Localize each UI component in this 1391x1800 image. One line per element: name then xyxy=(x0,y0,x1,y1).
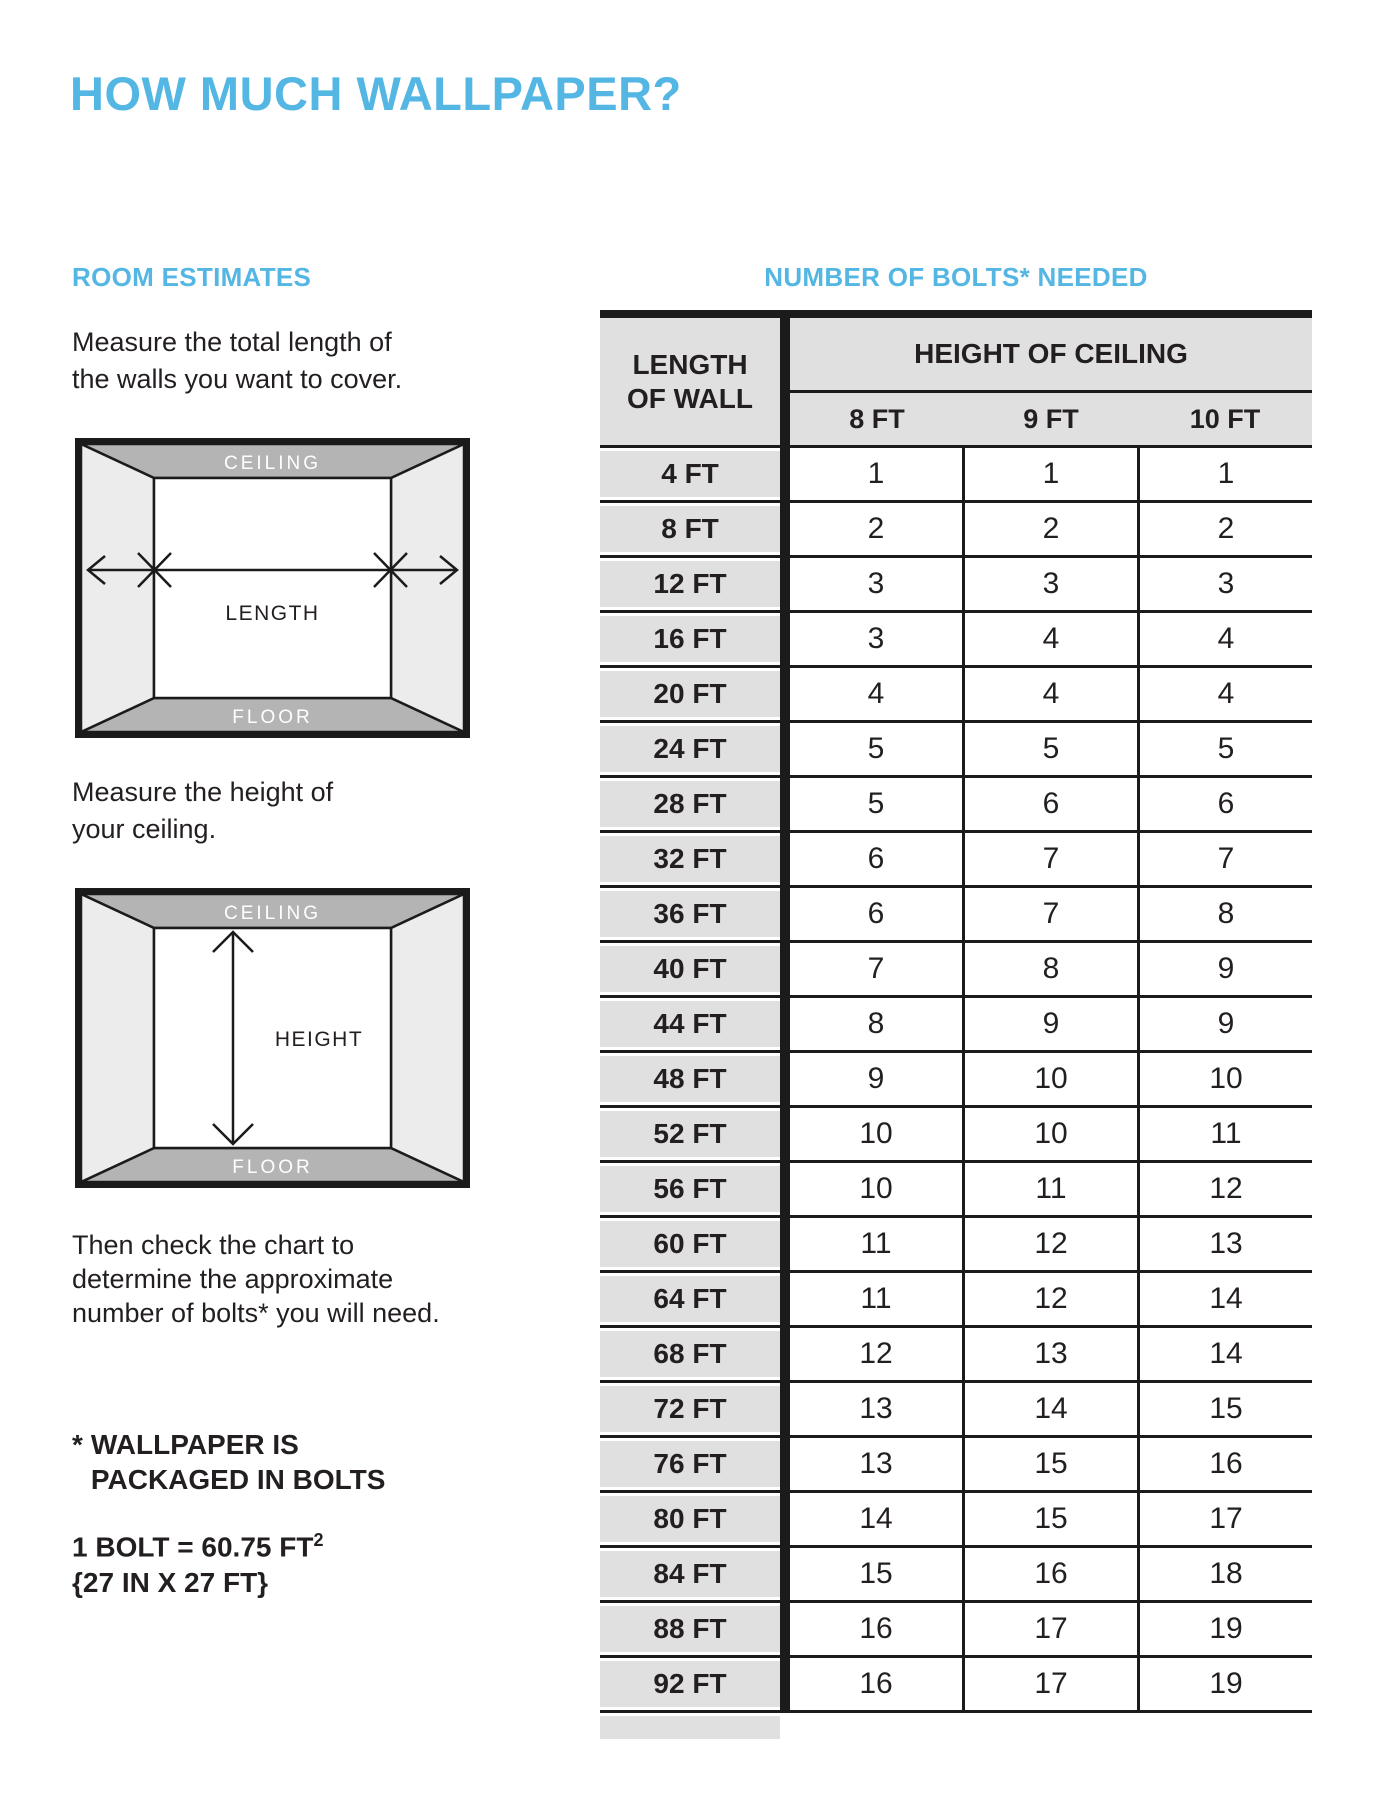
section-heading-room-estimates: ROOM ESTIMATES xyxy=(72,262,312,292)
row-label: 80 FT xyxy=(600,1493,790,1545)
table-row xyxy=(600,1218,1312,1273)
bolt-count-cell: 16 xyxy=(962,1548,1137,1600)
left-wall xyxy=(81,444,154,732)
bolt-count-cell: 13 xyxy=(962,1328,1137,1380)
right-wall xyxy=(391,894,464,1182)
row-label: 16 FT xyxy=(600,613,790,665)
bolt-count-cell: 4 xyxy=(1137,668,1312,720)
bolt-count-cell: 2 xyxy=(790,503,962,555)
col-header-8ft: 8 FT xyxy=(849,403,905,434)
table-row xyxy=(600,1438,1312,1493)
wallpaper-bolts-footnote xyxy=(72,1427,385,1497)
bolt-count-cell: 16 xyxy=(790,1658,962,1710)
right-wall xyxy=(391,444,464,732)
row-label: 68 FT xyxy=(600,1328,790,1380)
bolt-count-cell: 9 xyxy=(962,998,1137,1050)
instruction-line: Measure the height of xyxy=(72,777,334,807)
row-group-label-line: OF WALL xyxy=(627,382,753,414)
table-row xyxy=(600,1658,1312,1713)
bolt-count-cell: 15 xyxy=(790,1548,962,1600)
bolt-count-cell: 7 xyxy=(962,833,1137,885)
bolt-count-cell: 12 xyxy=(790,1328,962,1380)
bolt-count-cell: 8 xyxy=(962,943,1137,995)
bolt-count-cell: 10 xyxy=(790,1163,962,1215)
bolt-count-cell: 9 xyxy=(790,1053,962,1105)
bolt-count-cell: 6 xyxy=(962,778,1137,830)
table-row xyxy=(600,1383,1312,1438)
bolt-count-cell: 17 xyxy=(962,1658,1137,1710)
ceiling-header-group xyxy=(790,318,1312,445)
table-row xyxy=(600,888,1312,943)
instruction-line: Measure the total length of xyxy=(72,327,392,357)
table-top-border xyxy=(600,310,1312,318)
bolt-count-cell: 16 xyxy=(790,1603,962,1655)
bolt-count-cell: 4 xyxy=(962,613,1137,665)
bolt-count-cell: 3 xyxy=(962,558,1137,610)
bolt-count-cell: 7 xyxy=(790,943,962,995)
table-row xyxy=(600,1163,1312,1218)
table-body xyxy=(600,448,1312,1713)
instruction-line: number of bolts* you will need. xyxy=(72,1298,440,1328)
bolt-count-cell: 15 xyxy=(1137,1383,1312,1435)
height-of-ceiling-header: HEIGHT OF CEILING xyxy=(790,318,1312,393)
footnote-line: WALLPAPER IS xyxy=(90,1429,299,1460)
bolt-count-cell: 11 xyxy=(790,1273,962,1325)
bolt-count-cell: 9 xyxy=(1137,998,1312,1050)
row-label: 12 FT xyxy=(600,558,790,610)
table-row xyxy=(600,448,1312,503)
bolt-count-cell: 12 xyxy=(962,1218,1137,1270)
bolt-count-cell: 13 xyxy=(790,1383,962,1435)
row-label: 72 FT xyxy=(600,1383,790,1435)
asterisk: * xyxy=(72,1429,83,1460)
row-label: 84 FT xyxy=(600,1548,790,1600)
table-row xyxy=(600,943,1312,998)
row-label: 4 FT xyxy=(600,448,790,500)
table-row xyxy=(600,998,1312,1053)
row-label: 36 FT xyxy=(600,888,790,940)
bolt-count-cell: 7 xyxy=(1137,833,1312,885)
bolt-count-cell: 12 xyxy=(962,1273,1137,1325)
col-header-10ft: 10 FT xyxy=(1189,403,1261,434)
table-row xyxy=(600,833,1312,888)
row-label: 92 FT xyxy=(600,1658,790,1710)
instruction-check-chart xyxy=(72,1228,440,1330)
bolt-count-cell: 5 xyxy=(962,723,1137,775)
bolt-count-cell: 12 xyxy=(1137,1163,1312,1215)
bolts-table xyxy=(600,310,1312,1739)
instruction-measure-height xyxy=(72,774,333,848)
bolt-count-cell: 17 xyxy=(1137,1493,1312,1545)
table-corner-header xyxy=(600,318,790,445)
row-label: 56 FT xyxy=(600,1163,790,1215)
bolt-count-cell: 11 xyxy=(790,1218,962,1270)
bolt-equation xyxy=(72,1522,323,1565)
table-row xyxy=(600,1603,1312,1658)
bolt-count-cell: 4 xyxy=(962,668,1137,720)
floor-label: FLOOR xyxy=(232,707,313,728)
left-wall xyxy=(81,894,154,1182)
table-row xyxy=(600,1108,1312,1163)
bolt-count-cell: 17 xyxy=(962,1603,1137,1655)
table-row xyxy=(600,613,1312,668)
bolt-count-cell: 3 xyxy=(790,613,962,665)
table-row xyxy=(600,1328,1312,1383)
length-label: LENGTH xyxy=(225,602,320,625)
bolt-count-cell: 10 xyxy=(962,1053,1137,1105)
bolt-count-cell: 2 xyxy=(1137,503,1312,555)
col-header-9ft: 9 FT xyxy=(1023,403,1079,434)
bolt-count-cell: 5 xyxy=(790,723,962,775)
ceiling-label: CEILING xyxy=(223,903,322,924)
instruction-measure-length xyxy=(72,324,402,398)
bolt-count-cell: 15 xyxy=(962,1493,1137,1545)
bolt-count-cell: 8 xyxy=(1137,888,1312,940)
bolt-count-cell: 8 xyxy=(790,998,962,1050)
bolt-count-cell: 14 xyxy=(1137,1273,1312,1325)
bolt-count-cell: 1 xyxy=(962,448,1137,500)
back-wall xyxy=(154,478,391,698)
row-label: 60 FT xyxy=(600,1218,790,1270)
table-row xyxy=(600,1273,1312,1328)
bolt-count-cell: 16 xyxy=(1137,1438,1312,1490)
ceiling-subheaders xyxy=(790,393,1312,445)
bolt-count-cell: 11 xyxy=(962,1163,1137,1215)
bolt-count-cell: 19 xyxy=(1137,1603,1312,1655)
footnote-text xyxy=(91,1427,386,1497)
row-label: 44 FT xyxy=(600,998,790,1050)
row-label: 32 FT xyxy=(600,833,790,885)
row-label: 88 FT xyxy=(600,1603,790,1655)
row-group-label-line: LENGTH xyxy=(632,348,748,380)
room-length-diagram xyxy=(75,438,470,738)
bolt-count-cell: 15 xyxy=(962,1438,1137,1490)
page-title: HOW MUCH WALLPAPER? xyxy=(70,67,682,120)
row-label: 24 FT xyxy=(600,723,790,775)
bolt-count-cell: 2 xyxy=(962,503,1137,555)
table-bottom-strip xyxy=(600,1713,780,1739)
row-label: 48 FT xyxy=(600,1053,790,1105)
bolt-count-cell: 4 xyxy=(1137,613,1312,665)
bolt-count-cell: 6 xyxy=(790,888,962,940)
bolt-count-cell: 13 xyxy=(790,1438,962,1490)
table-row xyxy=(600,503,1312,558)
row-label: 8 FT xyxy=(600,503,790,555)
row-label: 40 FT xyxy=(600,943,790,995)
bolt-count-cell: 11 xyxy=(1137,1108,1312,1160)
bolt-count-cell: 14 xyxy=(1137,1328,1312,1380)
height-label: HEIGHT xyxy=(274,1028,364,1051)
bolt-equation-text: 1 BOLT = 60.75 FT xyxy=(72,1531,314,1563)
bolt-count-cell: 14 xyxy=(790,1493,962,1545)
bolt-dimensions: {27 IN X 27 FT} xyxy=(72,1567,269,1599)
table-row xyxy=(600,558,1312,613)
table-heading: NUMBER OF BOLTS* NEEDED xyxy=(764,262,1148,292)
bolt-count-cell: 1 xyxy=(790,448,962,500)
row-label: 76 FT xyxy=(600,1438,790,1490)
table-row xyxy=(600,723,1312,778)
instruction-line: determine the approximate xyxy=(72,1264,394,1294)
row-label: 52 FT xyxy=(600,1108,790,1160)
bolt-count-cell: 9 xyxy=(1137,943,1312,995)
bolt-count-cell: 5 xyxy=(1137,723,1312,775)
table-row xyxy=(600,1053,1312,1108)
squared-superscript: 2 xyxy=(313,1530,324,1550)
bolt-count-cell: 10 xyxy=(962,1108,1137,1160)
bolt-count-cell: 14 xyxy=(962,1383,1137,1435)
table-row xyxy=(600,1548,1312,1603)
bolt-count-cell: 3 xyxy=(790,558,962,610)
ceiling-label: CEILING xyxy=(223,453,322,474)
bolt-size-note xyxy=(72,1522,323,1601)
instruction-line: the walls you want to cover. xyxy=(72,364,403,394)
row-label: 20 FT xyxy=(600,668,790,720)
table-row xyxy=(600,668,1312,723)
bolt-count-cell: 19 xyxy=(1137,1658,1312,1710)
instruction-line: Then check the chart to xyxy=(72,1230,355,1260)
bolt-count-cell: 10 xyxy=(1137,1053,1312,1105)
footnote-line: PACKAGED IN BOLTS xyxy=(90,1464,386,1495)
row-label: 64 FT xyxy=(600,1273,790,1325)
bolt-count-cell: 4 xyxy=(790,668,962,720)
room-height-diagram xyxy=(75,888,470,1188)
table-row xyxy=(600,778,1312,833)
bolt-count-cell: 7 xyxy=(962,888,1137,940)
row-label: 28 FT xyxy=(600,778,790,830)
bolt-count-cell: 6 xyxy=(790,833,962,885)
floor-label: FLOOR xyxy=(232,1157,313,1178)
table-row xyxy=(600,1493,1312,1548)
bolt-count-cell: 10 xyxy=(790,1108,962,1160)
bolt-count-cell: 13 xyxy=(1137,1218,1312,1270)
bolt-count-cell: 5 xyxy=(790,778,962,830)
bolt-count-cell: 3 xyxy=(1137,558,1312,610)
bolt-count-cell: 1 xyxy=(1137,448,1312,500)
bolt-count-cell: 6 xyxy=(1137,778,1312,830)
instruction-line: your ceiling. xyxy=(72,814,217,844)
table-header xyxy=(600,318,1312,448)
bolt-count-cell: 18 xyxy=(1137,1548,1312,1600)
